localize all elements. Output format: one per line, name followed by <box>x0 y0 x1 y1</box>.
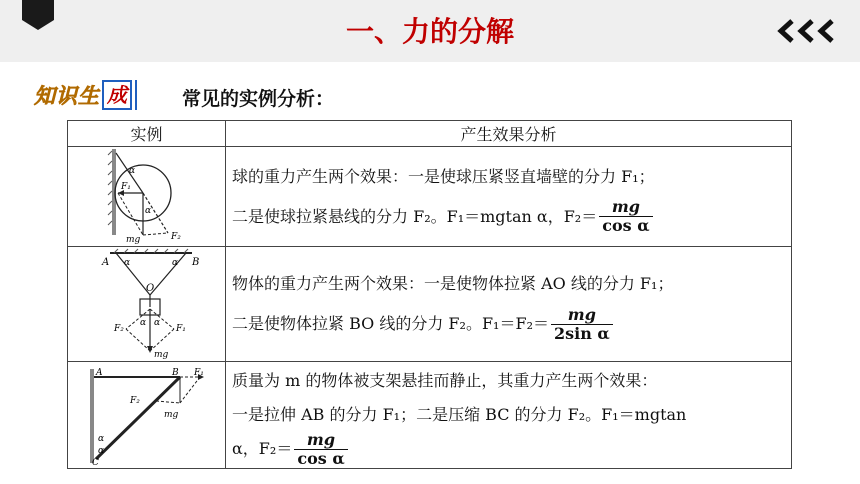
alpha-label: α <box>98 434 105 444</box>
f1-label: F₁ <box>194 368 204 378</box>
analysis-line <box>232 304 791 344</box>
f1-label: F₁ <box>121 182 131 192</box>
fraction-numerator: mg <box>611 197 640 216</box>
hanging-object-diagram <box>68 247 225 361</box>
alpha-label: α <box>124 258 131 268</box>
table-header-row <box>68 121 792 147</box>
analysis-text: 二是使球拉紧悬线的分力 F₂。F₁＝mgtan α，F₂＝ <box>232 206 598 226</box>
analysis-text: α，F₂＝ <box>232 439 293 458</box>
f2-label: F₂ <box>171 232 181 242</box>
alpha-label: α <box>172 258 179 268</box>
point-b-label: B <box>192 257 200 268</box>
analysis-line <box>232 430 791 468</box>
analysis-cell <box>226 362 792 469</box>
badge-boxed-char: 成 <box>102 80 132 110</box>
analysis-cell <box>226 247 792 362</box>
mg-label: mg <box>164 410 179 420</box>
f2-label: F₂ <box>114 324 124 334</box>
mg-label: mg <box>126 235 141 245</box>
section-subtitle: 常见的实例分析： <box>182 88 335 110</box>
analysis-line: 物体的重力产生两个效果：一是使物体拉紧 AO 线的分力 F₁； <box>232 274 674 293</box>
mg-label: mg <box>154 350 169 360</box>
table-row <box>68 147 792 247</box>
analysis-line <box>232 197 791 237</box>
analysis-text: 二是使物体拉紧 BO 线的分力 F₂。F₁＝F₂＝ <box>232 314 549 333</box>
point-a-label: A <box>96 368 103 378</box>
point-a-label: A <box>102 257 110 268</box>
column-header: 实例 <box>68 121 226 147</box>
column-header: 产生效果分析 <box>226 121 792 147</box>
badge-text: 知识生 <box>34 84 100 108</box>
point-o-label: O <box>146 283 155 294</box>
fraction-denominator: cos α <box>294 449 347 468</box>
page-title: 一、力的分解 <box>345 15 514 48</box>
fraction <box>294 431 347 468</box>
ball-on-wall-diagram <box>68 147 225 246</box>
chevron-left-icon <box>776 18 852 44</box>
fraction-numerator: mg <box>306 429 336 449</box>
knowledge-badge <box>34 78 142 112</box>
alpha-label: α <box>129 166 136 176</box>
figure-cell <box>68 247 226 362</box>
f1-label: F₁ <box>176 324 186 334</box>
fraction <box>599 198 652 235</box>
analysis-table <box>67 120 792 469</box>
alpha-label: α <box>154 318 161 328</box>
fraction-denominator: 2sin α <box>551 324 613 343</box>
point-b-label: B <box>172 368 179 378</box>
analysis-cell <box>226 147 792 247</box>
table-row <box>68 362 792 469</box>
figure-cell <box>68 362 226 469</box>
header-bar <box>0 0 860 62</box>
fraction-denominator: cos α <box>599 216 652 235</box>
analysis-line: 质量为 m 的物体被支架悬挂而静止，其重力产生两个效果： <box>232 371 658 390</box>
f2-label: F₂ <box>130 396 140 406</box>
fraction <box>551 306 613 343</box>
analysis-line: 一是拉伸 AB 的分力 F₁；二是压缩 BC 的分力 F₂。F₁＝mgtan <box>232 405 687 424</box>
badge-divider <box>135 80 142 110</box>
table-row <box>68 247 792 362</box>
alpha-label: α <box>98 446 105 456</box>
alpha-label: α <box>140 318 147 328</box>
fraction-numerator: mg <box>567 304 596 324</box>
point-c-label: C <box>92 458 99 467</box>
alpha-label: α <box>145 206 152 216</box>
figure-cell <box>68 147 226 247</box>
bracket-support-diagram <box>68 363 225 467</box>
analysis-line: 球的重力产生两个效果：一是使球压紧竖直墙壁的分力 F₁； <box>232 166 655 186</box>
